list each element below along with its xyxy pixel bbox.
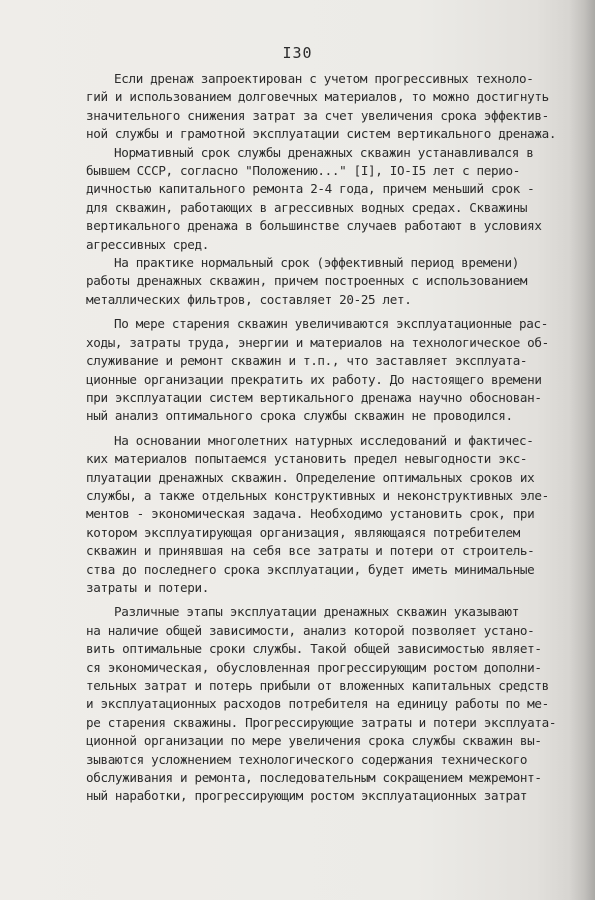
text-line: служивание и ремонт скважин и т.п., что заставляет эксплуата- [86,353,528,369]
text-line: агрессивных сред. [86,236,209,252]
text-line: Если дренаж запроектирован с учетом прогрессивных техноло- [114,71,534,86]
text-line: на наличие общей зависимости, анализ которой позволяет устано- [86,622,535,638]
text-line: скважин и принявшая на себя все затраты и потери от строитель- [86,543,535,559]
text-line: для скважин, работающих в агрессивных водных средах. Скважины [86,199,528,215]
text-line: затраты и потери. [86,579,209,595]
paragraph [86,315,556,425]
text-line: котором эксплуатирующая организация, являющаяся потребителем [86,524,520,540]
page-edge-shadow [569,0,595,900]
paragraph [86,603,556,805]
body-text [86,70,556,806]
text-line: ный анализ оптимального срока службы скважин не проводился. [86,408,513,424]
text-line: гий и использованием долговечных материалов, то можно достигнуть [86,89,549,105]
text-line: ся экономическая, обусловленная прогрессирующим ростом дополни- [86,659,542,675]
text-line: ной службы и грамотной эксплуатации систем вертикального дренажа. [86,126,557,142]
text-line: обслуживания и ремонта, последовательным сокращением межремонт- [86,770,542,786]
paragraph [86,70,556,144]
text-line: Нормативный срок службы дренажных скважин устанавливался в [114,144,534,160]
text-line: значительного снижения затрат за счет увеличения срока эффектив- [86,107,549,123]
text-line: ких материалов попытаемся установить предел невыгодности экс- [86,451,528,467]
text-line: ходы, затраты труда, энергии и материалов на технологическое об- [86,334,549,350]
text-line: По мере старения скважин увеличиваются эксплуатационные рас- [114,316,548,332]
text-line: дичностью капитального ремонта 2-4 года, причем меньший срок - [86,181,535,197]
text-line: ментов - экономическая задача. Необходимо установить срок, при [86,506,535,522]
text-line: ный наработки, прогрессирующим ростом эксплуатационных затрат [86,788,528,804]
text-line: при эксплуатации систем вертикального дренажа научно обоснован- [86,389,542,405]
text-line: ционной организации по мере увеличения срока службы скважин вы- [86,733,542,749]
text-line: зываются усложнением технологического содержания технического [86,751,528,767]
text-line: тельных затрат и потерь прибыли от вложенных капитальных средств [86,678,549,693]
paragraph [86,254,556,309]
text-line: и эксплуатационных расходов потребителя на единицу работы по ме- [86,696,549,712]
text-line: Различные этапы эксплуатации дренажных скважин указывают [114,604,519,620]
text-line: ционные организации прекратить их работу. До настоящего времени [86,371,542,387]
text-line: На практике нормальный срок (эффективный период времени) [114,255,519,271]
text-line: На основании многолетних натурных исследований и фактичес- [114,432,534,448]
page-number: I30 [282,44,313,62]
text-line: ре старения скважины. Прогрессирующие затраты и потери эксплуата- [86,714,557,730]
paragraph [86,432,556,598]
text-line: работы дренажных скважин, причем построенных с использованием [86,273,528,289]
paragraph [86,144,556,254]
text-line: ства до последнего срока эксплуатации, будет иметь минимальные [86,561,535,577]
text-line: металлических фильтров, составляет 20-25 лет. [86,291,412,307]
text-line: бывшем СССР, согласно "Положению..." [I], IO-I5 лет с перио- [86,163,520,179]
text-line: вертикального дренажа в большинстве случаев работают в условиях [86,218,542,234]
text-line: вить оптимальные сроки службы. Такой общей зависимостью являет- [86,641,542,657]
text-line: службы, а также отдельных конструктивных и неконструктивных эле- [86,487,549,503]
text-line: плуатации дренажных скважин. Определение оптимальных сроков их [86,469,535,485]
